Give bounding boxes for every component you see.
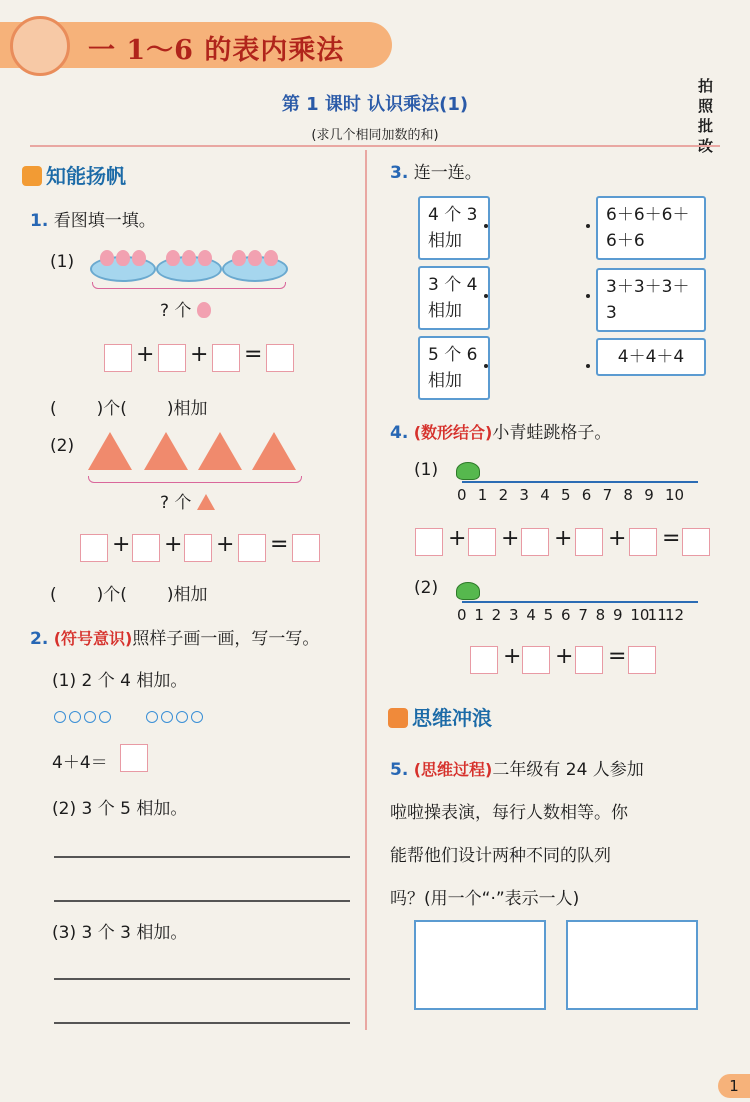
lesson-subtitle: (求几个相同加数的和) bbox=[311, 128, 439, 143]
match-right-3[interactable]: 4＋4＋4 bbox=[596, 338, 706, 376]
q2-part2: (2) 3 个 5 相加。 bbox=[52, 799, 188, 819]
tick-label: 6 bbox=[561, 606, 571, 624]
tick-label: 3 bbox=[509, 606, 519, 624]
q1-part2-label: (2) bbox=[50, 436, 75, 456]
q4-heading: 4. (数形结合)小青蛙跳格子。 bbox=[390, 423, 612, 443]
peach-icon bbox=[197, 302, 211, 318]
q1-part2-sentence: ( )个( )相加 bbox=[50, 585, 208, 605]
match-left-3[interactable]: 5 个 6 相加 bbox=[418, 336, 490, 400]
tick-label: 2 bbox=[498, 486, 509, 504]
q1-part1-sentence: ( )个( )相加 bbox=[50, 399, 208, 419]
match-right-1[interactable]: 6＋6＋6＋ 6＋6 bbox=[596, 196, 706, 260]
header-divider bbox=[30, 145, 720, 147]
tick-label: 8 bbox=[623, 486, 633, 504]
tick-label: 5 bbox=[543, 606, 554, 624]
tick-label: 2 bbox=[491, 606, 502, 624]
tick-label: 10 bbox=[630, 606, 650, 624]
q2-part1: (1) 2 个 4 相加。 bbox=[52, 671, 188, 691]
number-line-2 bbox=[462, 601, 698, 603]
frog-icon bbox=[456, 462, 480, 480]
frog-icon bbox=[456, 582, 480, 600]
tick-label: 9 bbox=[644, 486, 654, 504]
answer-box[interactable] bbox=[292, 534, 320, 562]
answer-box[interactable] bbox=[158, 344, 186, 372]
answer-line[interactable] bbox=[54, 900, 350, 902]
lesson-title: 第 1 课时 认识乘法(1) bbox=[281, 94, 469, 115]
q2-heading: 2. (符号意识)照样子画一画，写一写。 bbox=[30, 629, 320, 649]
number-line-1 bbox=[462, 481, 698, 483]
tick-label: 4 bbox=[526, 606, 536, 624]
column-divider bbox=[365, 150, 367, 1030]
answer-box[interactable] bbox=[238, 534, 266, 562]
tick-label: 12 bbox=[665, 606, 685, 624]
answer-box[interactable] bbox=[521, 528, 549, 556]
match-left-2[interactable]: 3 个 4 相加 bbox=[418, 266, 490, 330]
brace bbox=[88, 476, 302, 483]
page-number: 1 bbox=[718, 1074, 750, 1098]
brace bbox=[92, 282, 286, 289]
tick-label: 0 bbox=[457, 486, 467, 504]
tick-label: 1 bbox=[477, 486, 488, 504]
mascot-icon bbox=[10, 16, 70, 76]
answer-box[interactable] bbox=[120, 744, 148, 772]
answer-line[interactable] bbox=[54, 1022, 350, 1024]
answer-box[interactable] bbox=[184, 534, 212, 562]
tick-label: 7 bbox=[602, 486, 613, 504]
answer-box[interactable] bbox=[628, 646, 656, 674]
q4-part2-label: (2) bbox=[414, 578, 439, 598]
tick-label: 4 bbox=[540, 486, 550, 504]
tick-label: 1 bbox=[474, 606, 484, 624]
q4-part1-label: (1) bbox=[414, 460, 439, 480]
answer-box[interactable] bbox=[415, 528, 443, 556]
section-title-siwei: 思维冲浪 bbox=[388, 702, 492, 731]
q1-part1-label: (1) bbox=[50, 252, 75, 272]
answer-box[interactable] bbox=[104, 344, 132, 372]
answer-box[interactable] bbox=[522, 646, 550, 674]
answer-box[interactable] bbox=[212, 344, 240, 372]
q5-text: 5. (思维过程)二年级有 24 人参加 啦啦操表演，每行人数相等。你 能帮他们设计两种不同的队列 吗？(用一个“·”表示一人) bbox=[390, 760, 644, 909]
sail-icon bbox=[22, 166, 42, 186]
tick-label: 11 bbox=[647, 606, 667, 624]
tick-label: 10 bbox=[665, 486, 685, 504]
q2-part1-equation: 4＋4＝ bbox=[52, 753, 108, 773]
drawing-area-1[interactable] bbox=[414, 920, 546, 1010]
answer-box[interactable] bbox=[468, 528, 496, 556]
answer-box[interactable] bbox=[629, 528, 657, 556]
q2-part3: (3) 3 个 3 相加。 bbox=[52, 923, 188, 943]
triangle-icon bbox=[197, 494, 215, 510]
q1-heading: 1. 看图填一填。 bbox=[30, 211, 156, 231]
q1-part1-caption: ? 个 bbox=[160, 296, 211, 321]
q1-part2-caption: ? 个 bbox=[160, 488, 215, 513]
tick-label: 9 bbox=[613, 606, 623, 624]
tick-label: 7 bbox=[578, 606, 588, 624]
answer-box[interactable] bbox=[470, 646, 498, 674]
tick-label: 3 bbox=[519, 486, 529, 504]
answer-line[interactable] bbox=[54, 856, 350, 858]
answer-box[interactable] bbox=[575, 528, 603, 556]
answer-box[interactable] bbox=[682, 528, 710, 556]
answer-box[interactable] bbox=[266, 344, 294, 372]
match-left-1[interactable]: 4 个 3 相加 bbox=[418, 196, 490, 260]
tick-label: 8 bbox=[595, 606, 606, 624]
match-right-2[interactable]: 3＋3＋3＋3 bbox=[596, 268, 706, 332]
circle-sample bbox=[54, 708, 206, 727]
tick-label: 0 bbox=[457, 606, 467, 624]
photo-grade-tag: 拍照批改 bbox=[698, 77, 714, 155]
unit-title: 一 1～6 的表内乘法 bbox=[88, 35, 345, 66]
section-title-zhineng: 知能扬帆 bbox=[22, 160, 126, 189]
wave-icon bbox=[388, 708, 408, 728]
tick-label: 5 bbox=[561, 486, 571, 504]
answer-box[interactable] bbox=[80, 534, 108, 562]
answer-box[interactable] bbox=[132, 534, 160, 562]
drawing-area-2[interactable] bbox=[566, 920, 698, 1010]
answer-line[interactable] bbox=[54, 978, 350, 980]
tick-label: 6 bbox=[581, 486, 592, 504]
q3-heading: 3. 连一连。 bbox=[390, 163, 482, 183]
answer-box[interactable] bbox=[575, 646, 603, 674]
